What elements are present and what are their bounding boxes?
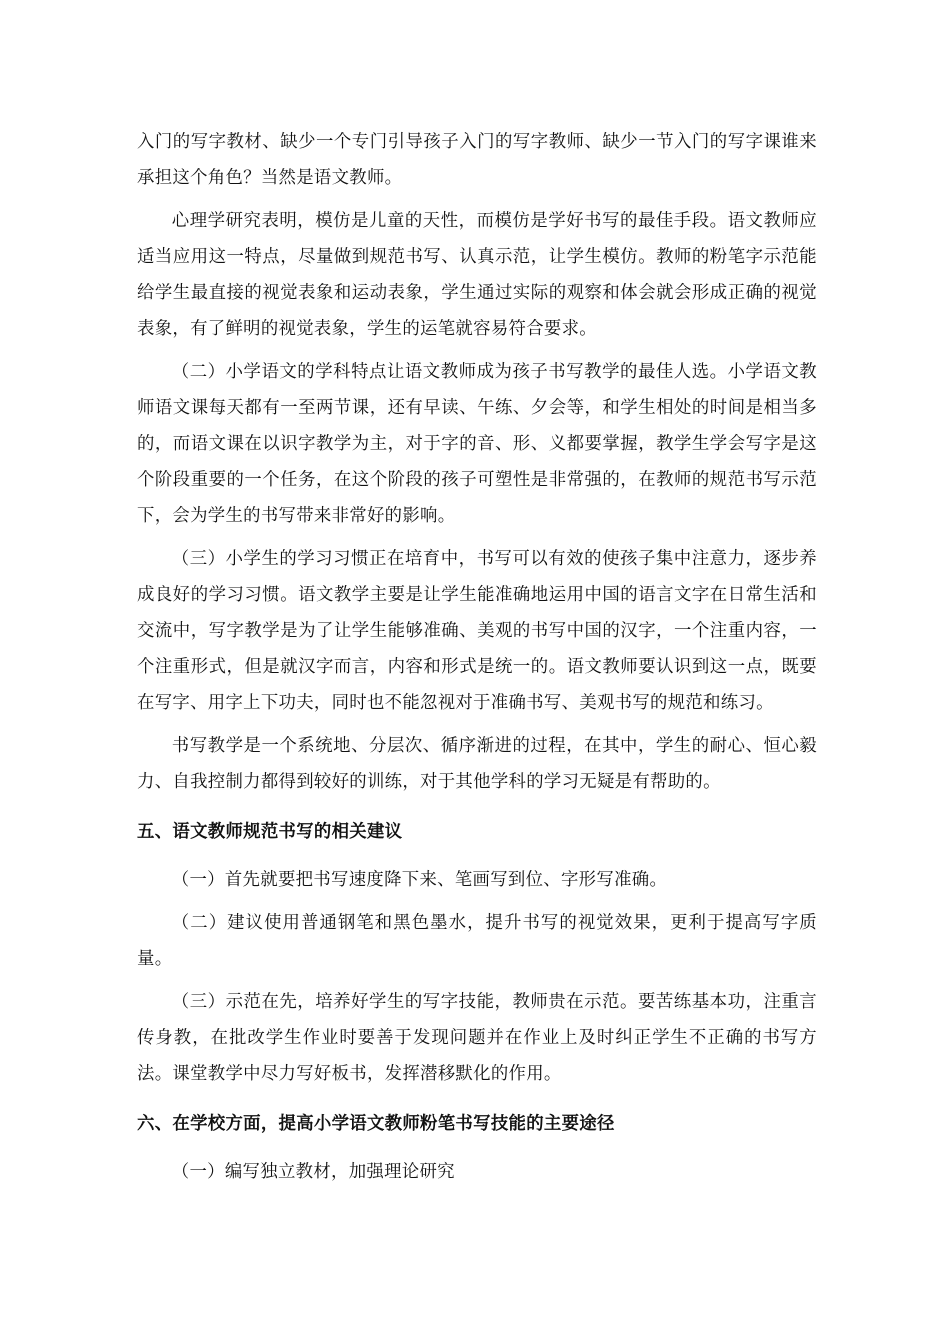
section-heading-five: 五、语文教师规范书写的相关建议 <box>137 822 403 842</box>
document-body <box>137 124 817 1197</box>
paragraph-approach-one: （一）编写独立教材，加强理论研究 <box>171 1162 455 1182</box>
paragraph-systematic-teaching: 书写教学是一个系统地、分层次、循序渐进的过程，在其中，学生的耐心、恒心毅力、自我控制力都得到较好的训练，对于其他学科的学习无疑是有帮助的。 <box>137 736 817 792</box>
paragraph-point-three: （三）小学生的学习习惯正在培育中，书写可以有效的使孩子集中注意力，逐步养成良好的学习习惯。语文教学主要是让学生能准确地运用中国的语言文字在日常生活和交流中，写字教学是为了让学生能够准确、美观的书写中国的汉字，一个注重内容，一个注重形式，但是就汉字而言，内容和形式是统一的。语文教师要认识到这一点，既要在写字、用字上下功夫，同时也不能忽视对于准确书写、美观书写的规范和练习。 <box>137 549 817 713</box>
paragraph-suggestion-three: （三）示范在先，培养好学生的写字技能，教师贵在示范。要苦练基本功，注重言传身教，在批改学生作业时要善于发现问题并在作业上及时纠正学生不正确的书写方法。课堂教学中尽力写好板书，发挥潜移默化的作用。 <box>137 992 817 1084</box>
paragraph-point-two: （二）小学语文的学科特点让语文教师成为孩子书写教学的最佳人选。小学语文教师语文课每天都有一至两节课，还有早读、午练、夕会等，和学生相处的时间是相当多的，而语文课在以识字教学为主，对于字的音、形、义都要掌握，教学生学会写字是这个阶段重要的一个任务，在这个阶段的孩子可塑性是非常强的，在教师的规范书写示范下，会为学生的书写带来非常好的影响。 <box>137 362 817 526</box>
section-heading-six: 六、在学校方面，提高小学语文教师粉笔书写技能的主要途径 <box>137 1114 615 1134</box>
paragraph-suggestion-two: （二）建议使用普通钢笔和黑色墨水，提升书写的视觉效果，更利于提高写字质量。 <box>137 913 817 969</box>
paragraph-imitation: 心理学研究表明，模仿是儿童的天性，而模仿是学好书写的最佳手段。语文教师应适当应用这一特点，尽量做到规范书写、认真示范，让学生模仿。教师的粉笔字示范能给学生最直接的视觉表象和运动表象，学生通过实际的观察和体会就会形成正确的视觉表象，有了鲜明的视觉表象，学生的运笔就容易符合要求。 <box>137 211 817 339</box>
paragraph-suggestion-one: （一）首先就要把书写速度降下来、笔画写到位、字形写准确。 <box>171 870 668 890</box>
paragraph-continuation: 入门的写字教材、缺少一个专门引导孩子入门的写字教师、缺少一节入门的写字课谁来承担这个角色？当然是语文教师。 <box>137 132 817 188</box>
